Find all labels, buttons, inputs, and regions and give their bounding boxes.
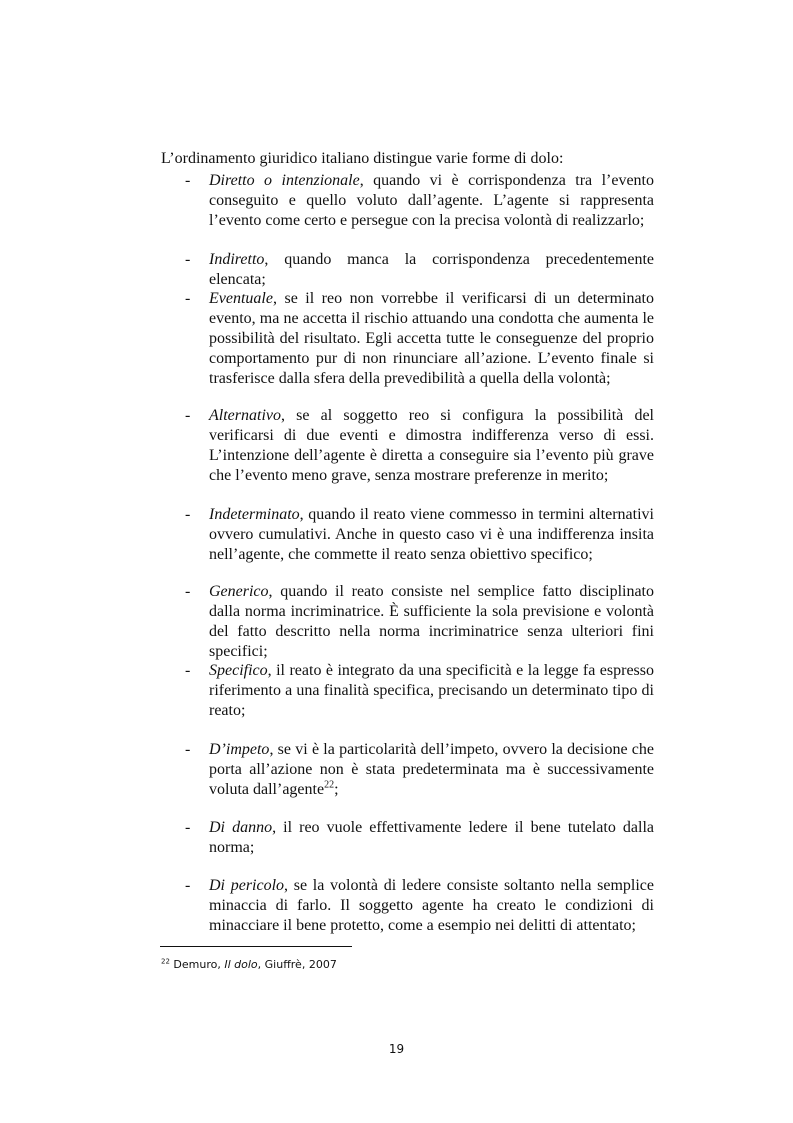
footnote-title: Il dolo — [224, 958, 258, 971]
bullet-dash: - — [185, 741, 191, 758]
bullet-dash: - — [185, 506, 191, 523]
bullet-dash: - — [185, 251, 191, 268]
bullet-dash: - — [185, 290, 191, 307]
bullet-dash: - — [185, 877, 191, 894]
footnote-ref[interactable]: 22 — [324, 779, 335, 791]
term-specifico: Specifico — [209, 662, 268, 679]
list-item-specifico — [161, 661, 654, 721]
list-item-eventuale — [161, 289, 654, 389]
item-text: , quando il reato viene commesso in termini alternativi ovvero cumulativi. Anche in questo caso vi è una indifferenza insita nell’agente, che commette il reato senza obiettivo specifico; — [209, 506, 654, 563]
page-number: 19 — [388, 1042, 405, 1056]
intro-paragraph: L’ordinamento giuridico italiano distingue varie forme di dolo: — [161, 150, 564, 167]
item-text: , il reato è integrato da una specificità e la legge fa espresso riferimento a una finalità specifica, precisando un determinato tipo di reato; — [209, 662, 654, 719]
list-item-alternativo — [161, 406, 654, 486]
item-text: , se il reo non vorrebbe il verificarsi di un determinato evento, ma ne accetta il rischio attuando una condotta che aumenta le possibilità del risultato. Egli accetta tutte le conseguenze del proprio comportamento pur di non rinunciare all’azione. L’evento finale si trasferisce dalla sfera della prevedibilità a quella della volontà; — [209, 290, 654, 387]
item-text: , se al soggetto reo si configura la possibilità del verificarsi di due eventi e dimostra indifferenza verso di essi. L’intenzione dell’agente è diretta a conseguire sia l’evento più grave che l’evento meno grave, senza mostrare preferenze in merito; — [209, 407, 654, 484]
bullet-dash: - — [185, 662, 191, 679]
term-indeterminato: Indeterminato — [209, 506, 300, 523]
term-indiretto: Indiretto — [209, 251, 265, 268]
term-eventuale: Eventuale — [209, 290, 273, 307]
bullet-dash: - — [185, 407, 191, 424]
list-item-diretto — [161, 171, 654, 231]
item-text: , quando vi è corrispondenza tra l’evento conseguito e quello voluto dall’agente. L’agente si rappresenta l’evento come certo e persegue con la precisa volontà di realizzarlo; — [209, 172, 654, 229]
item-text-end: ; — [334, 781, 339, 798]
list-item-indeterminato — [161, 505, 654, 565]
footnote-number: 22 — [161, 957, 170, 966]
item-text: , quando manca la corrispondenza precedentemente elencata; — [209, 251, 654, 288]
list-item-di-pericolo — [161, 876, 654, 936]
list-item-generico — [161, 582, 654, 662]
term-diretto: Diretto o intenzionale — [209, 172, 360, 189]
list-item-d-impeto — [161, 740, 654, 800]
term-generico: Generico — [209, 583, 269, 600]
term-di-danno: Di danno — [209, 819, 273, 836]
footnote-author: Demuro, — [173, 958, 225, 971]
term-alternativo: Alternativo — [209, 407, 281, 424]
term-di-pericolo: Di pericolo — [209, 877, 285, 894]
item-text: , se la volontà di ledere consiste soltanto nella semplice minaccia di farlo. Il soggetto agente ha creato le condizioni di minacciare il bene protetto, come a esempio nei delitti di attentato; — [209, 877, 654, 934]
item-text: , quando il reato consiste nel semplice fatto disciplinato dalla norma incriminatrice. È sufficiente la sola previsione e volontà del fatto descritto nella norma incriminatrice senza ulteriori fini specifici; — [209, 583, 654, 660]
footnote-separator — [160, 946, 352, 947]
footnote-rest: , Giuffrè, 2007 — [257, 958, 337, 971]
bullet-dash: - — [185, 172, 191, 189]
list-item-indiretto — [161, 250, 654, 290]
item-text: , il reo vuole effettivamente ledere il bene tutelato dalla norma; — [209, 819, 654, 856]
item-text: , se vi è la particolarità dell’impeto, ovvero la decisione che porta all’azione non è stata predeterminata ma è successivamente voluta dall’agente — [209, 741, 654, 798]
bullet-dash: - — [185, 583, 191, 600]
term-d-impeto: D’impeto — [209, 741, 270, 758]
footnote — [161, 958, 337, 972]
bullet-dash: - — [185, 819, 191, 836]
list-item-di-danno — [161, 818, 654, 858]
